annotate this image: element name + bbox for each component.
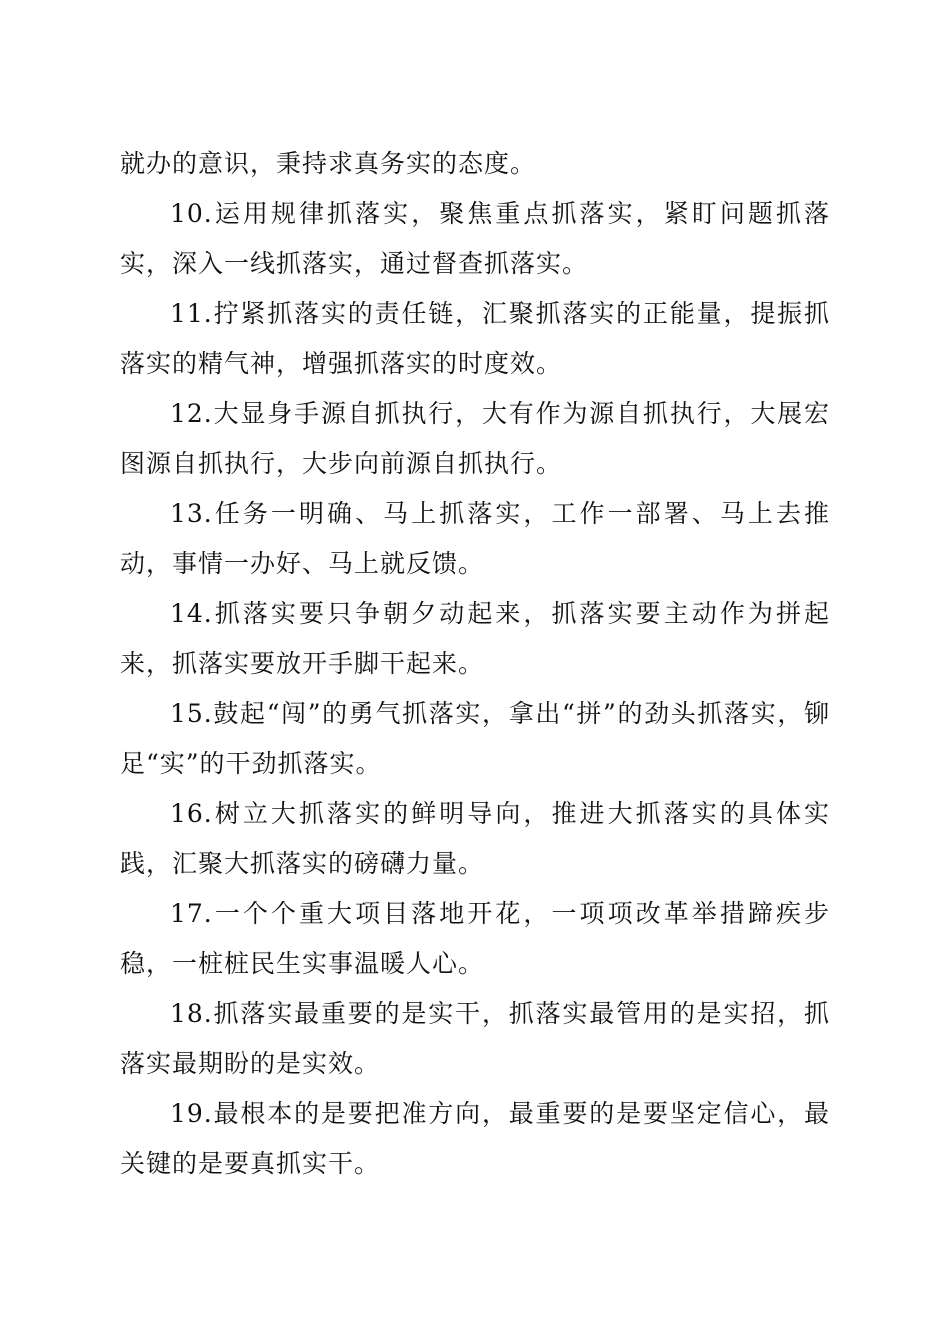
list-item-16: 16.树立大抓落实的鲜明导向，推进大抓落实的具体实践，汇聚大抓落实的磅礴力量。: [120, 799, 830, 878]
list-item-13: 13.任务一明确、马上抓落实，工作一部署、马上去推动，事情一办好、马上就反馈。: [120, 499, 830, 578]
list-item-10: 10.运用规律抓落实，聚焦重点抓落实，紧盯问题抓落实，深入一线抓落实，通过督查抓落实。: [120, 199, 830, 278]
list-item-12: 12.大显身手源自抓执行，大有作为源自抓执行，大展宏图源自抓执行，大步向前源自抓执行。: [120, 399, 830, 478]
list-item-17: 17.一个个重大项目落地开花，一项项改革举措蹄疾步稳，一桩桩民生实事温暖人心。: [120, 899, 830, 978]
list-item-14: 14.抓落实要只争朝夕动起来，抓落实要主动作为拼起来，抓落实要放开手脚干起来。: [120, 599, 830, 678]
list-item-18: 18.抓落实最重要的是实干，抓落实最管用的是实招，抓落实最期盼的是实效。: [120, 999, 830, 1078]
list-item-19: 19.最根本的是要把准方向，最重要的是要坚定信心，最关键的是要真抓实干。: [120, 1099, 830, 1178]
continuation-paragraph: 就办的意识，秉持求真务实的态度。: [120, 149, 537, 178]
list-item-15: 15.鼓起“闯”的勇气抓落实，拿出“拼”的劲头抓落实，铆足“实”的干劲抓落实。: [120, 699, 830, 778]
list-item-11: 11.拧紧抓落实的责任链，汇聚抓落实的正能量，提振抓落实的精气神，增强抓落实的时度效。: [120, 299, 830, 378]
document-body: [120, 139, 830, 1189]
